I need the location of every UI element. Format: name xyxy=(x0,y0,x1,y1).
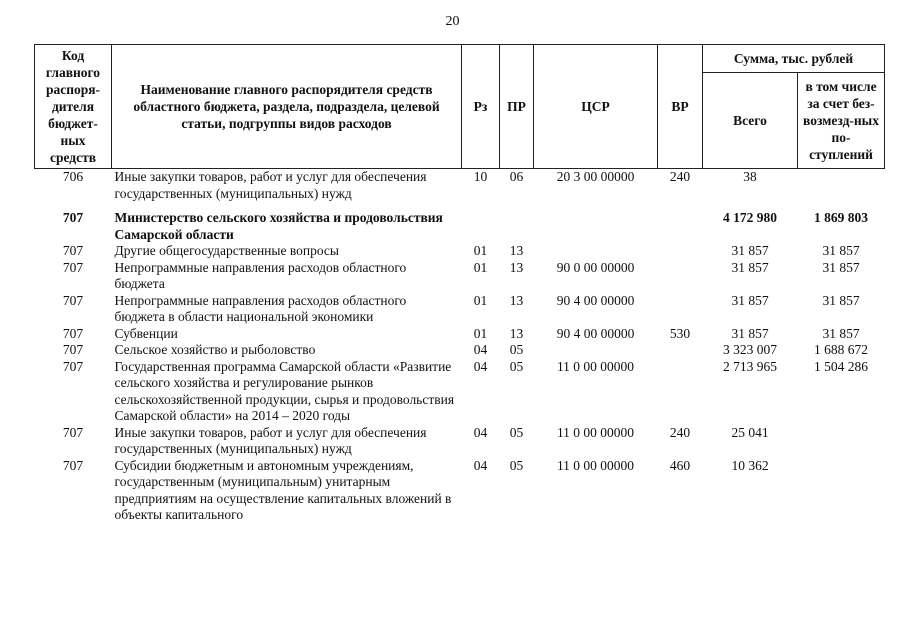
cell-rz: 04 xyxy=(473,424,488,440)
header-sum-group: Сумма, тыс. рублей xyxy=(703,45,885,73)
cell-pr: 13 xyxy=(509,325,524,341)
cell-name: Иные закупки товаров, работ и услуг для обеспечения государственных (муниципальных) нужд xyxy=(114,169,427,201)
cell-total: 31 857 xyxy=(731,243,769,258)
table-row xyxy=(35,169,885,203)
cell-free: 31 857 xyxy=(822,259,860,275)
header-pr: ПР xyxy=(500,45,534,169)
cell-csr: 11 0 00 00000 xyxy=(556,457,635,473)
cell-rz xyxy=(462,202,500,243)
header-total: Всего xyxy=(703,73,798,169)
cell-free: 1 869 803 xyxy=(814,210,868,225)
cell-csr: 90 4 00 00000 xyxy=(556,325,635,341)
cell-vr xyxy=(658,202,703,243)
cell-total: 25 041 xyxy=(731,424,769,440)
cell-pr: 05 xyxy=(509,457,524,473)
cell-rz: 04 xyxy=(473,358,488,374)
page-number: 20 xyxy=(445,14,460,29)
cell-rz: 01 xyxy=(473,259,488,275)
table-header xyxy=(35,45,885,169)
cell-name: Государственная программа Самарской области «Развитие сельского хозяйства и регулирование рынков сельскохозяйственной продукции, сырья и продовольствия Самарской области» на 2014 – 2020 годы xyxy=(114,358,455,423)
cell-name: Непрограммные направления расходов областного бюджета в области национальной экономики xyxy=(114,292,407,324)
cell-csr xyxy=(534,243,658,260)
cell-free: 31 857 xyxy=(822,292,860,308)
cell-rz: 04 xyxy=(473,342,488,357)
cell-code: 707 xyxy=(62,342,84,357)
cell-total: 10 362 xyxy=(731,457,769,473)
cell-csr xyxy=(534,202,658,243)
cell-pr xyxy=(500,202,534,243)
cell-csr xyxy=(534,342,658,359)
cell-vr xyxy=(658,260,703,293)
cell-free xyxy=(798,425,885,458)
cell-pr: 13 xyxy=(509,259,524,275)
cell-csr: 11 0 00 00000 xyxy=(556,424,635,440)
header-rz: Рз xyxy=(462,45,500,169)
cell-name: Сельское хозяйство и рыболовство xyxy=(114,342,316,357)
cell-name: Министерство сельского хозяйства и продовольствия Самарской области xyxy=(114,210,443,242)
cell-pr: 13 xyxy=(509,292,524,308)
cell-vr: 240 xyxy=(669,169,691,184)
cell-vr xyxy=(658,293,703,326)
cell-free: 31 857 xyxy=(822,325,860,341)
table-row xyxy=(35,293,885,326)
cell-total: 3 323 007 xyxy=(723,342,777,357)
cell-vr xyxy=(658,359,703,425)
cell-pr: 13 xyxy=(509,243,524,258)
table-body xyxy=(35,169,885,524)
cell-name: Субвенции xyxy=(114,325,178,341)
cell-rz: 01 xyxy=(473,292,488,308)
cell-code: 707 xyxy=(62,358,84,374)
cell-rz: 01 xyxy=(473,325,488,341)
table-row xyxy=(35,202,885,243)
cell-pr: 05 xyxy=(509,424,524,440)
header-code: Код главного распоря-дителя бюджет-ных средств xyxy=(35,45,112,169)
cell-pr: 05 xyxy=(509,342,524,357)
cell-code: 706 xyxy=(62,169,84,184)
cell-code: 707 xyxy=(62,210,84,225)
cell-code: 707 xyxy=(62,457,84,473)
cell-total: 4 172 980 xyxy=(723,210,777,225)
cell-csr: 90 0 00 00000 xyxy=(556,259,635,275)
cell-csr: 11 0 00 00000 xyxy=(556,358,635,374)
cell-free xyxy=(798,169,885,203)
budget-table xyxy=(34,44,885,524)
table-row xyxy=(35,243,885,260)
cell-total: 31 857 xyxy=(731,292,769,308)
cell-vr xyxy=(658,243,703,260)
table-row xyxy=(35,458,885,524)
cell-rz: 04 xyxy=(473,457,488,473)
cell-csr: 20 3 00 00000 xyxy=(556,169,635,184)
cell-code: 707 xyxy=(62,292,84,308)
cell-name: Иные закупки товаров, работ и услуг для обеспечения государственных (муниципальных) нужд xyxy=(114,424,427,456)
cell-free: 31 857 xyxy=(822,243,860,258)
cell-name: Субсидии бюджетным и автономным учреждениям, государственным (муниципальным) унитарным предприятиям на осуществление капитальных вложений в объекты капитального xyxy=(114,457,452,522)
cell-vr: 240 xyxy=(669,424,691,440)
cell-free: 1 504 286 xyxy=(814,358,868,374)
header-csr: ЦСР xyxy=(534,45,658,169)
cell-total: 31 857 xyxy=(731,259,769,275)
cell-total: 38 xyxy=(743,169,757,184)
cell-name: Другие общегосударственные вопросы xyxy=(114,243,339,258)
cell-code: 707 xyxy=(62,424,84,440)
table-row xyxy=(35,359,885,425)
cell-total: 31 857 xyxy=(731,325,769,341)
cell-code: 707 xyxy=(62,243,84,258)
cell-free xyxy=(798,458,885,524)
cell-rz: 01 xyxy=(473,243,488,258)
header-vr: ВР xyxy=(658,45,703,169)
header-name: Наименование главного распорядителя средств областного бюджета, раздела, подраздела, целевой статьи, подгруппы видов расходов xyxy=(112,45,462,169)
table-row xyxy=(35,326,885,343)
cell-pr: 06 xyxy=(509,169,524,184)
cell-vr: 530 xyxy=(669,325,691,341)
table-row xyxy=(35,425,885,458)
cell-rz: 10 xyxy=(473,169,488,184)
table-row xyxy=(35,260,885,293)
cell-code: 707 xyxy=(62,325,84,341)
cell-free: 1 688 672 xyxy=(814,342,868,357)
cell-vr xyxy=(658,342,703,359)
table-row xyxy=(35,342,885,359)
cell-code: 707 xyxy=(62,259,84,275)
cell-csr: 90 4 00 00000 xyxy=(556,292,635,308)
cell-pr: 05 xyxy=(509,358,524,374)
cell-name: Непрограммные направления расходов областного бюджета xyxy=(114,259,407,291)
cell-vr: 460 xyxy=(669,457,691,473)
cell-total: 2 713 965 xyxy=(723,358,777,374)
header-free: в том числе за счет без-возмезд-ных по-ступлений xyxy=(798,73,885,169)
